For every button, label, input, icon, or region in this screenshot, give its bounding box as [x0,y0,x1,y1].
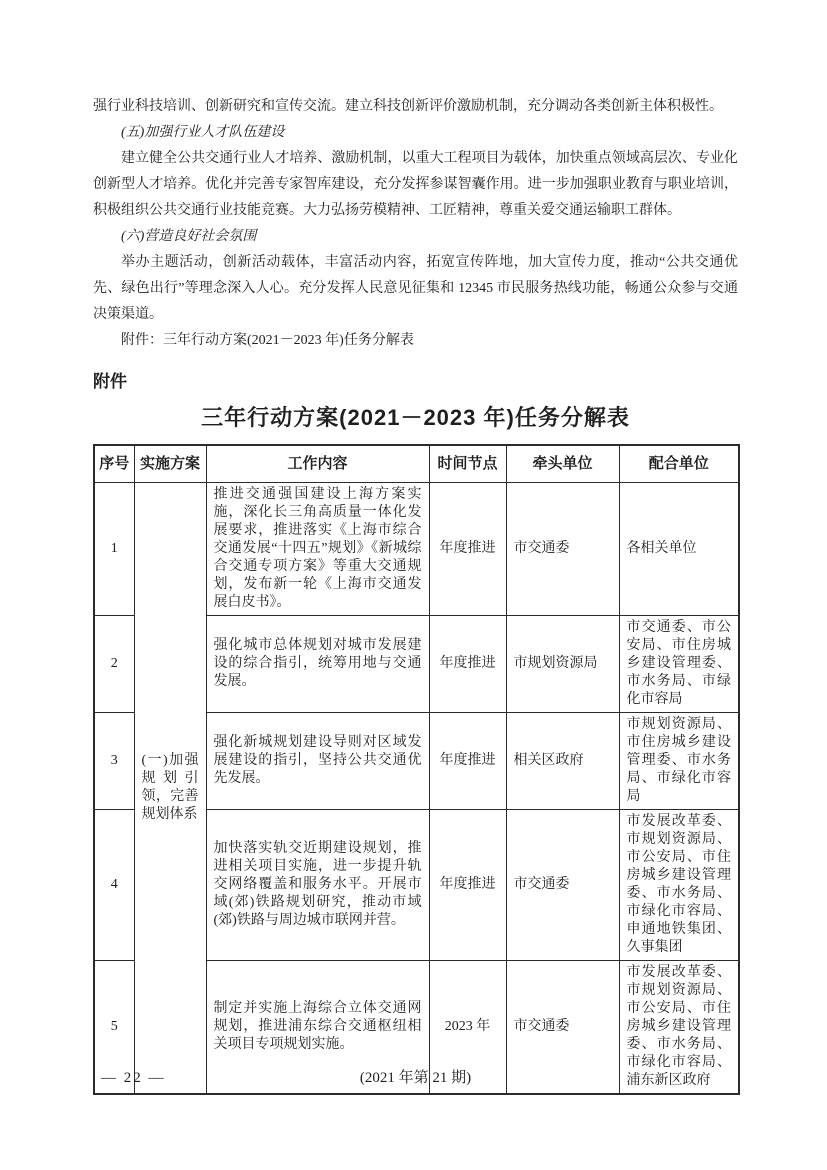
row-number-cell: 2 [94,616,134,713]
col-header-number: 序号 [94,445,134,483]
support-unit-cell: 各相关单位 [619,483,739,616]
lead-unit-cell: 市交通委 [506,961,619,1095]
work-content-cell: 制定并实施上海综合立体交通网规划，推进浦东综合交通枢纽相关项目专项规划实施。 [206,961,429,1095]
row-number-cell: 4 [94,810,134,961]
time-node-cell: 年度推进 [429,713,506,810]
row-number-cell: 5 [94,961,134,1095]
work-content-cell: 强化新城规划建设导则对区域发展建设的指引，坚持公共交通优先发展。 [206,713,429,810]
paragraph: 强行业科技培训、创新研究和宣传交流。建立科技创新评价激励机制，充分调动各类创新主体积极性。 [93,99,723,114]
page-number: — 22 — [101,1070,166,1086]
section-heading-6: (六)营造良好社会氛围 [121,229,257,244]
support-unit-cell: 市规划资源局、市住房城乡建设管理委、市水务局、市绿化市容局 [619,713,739,810]
time-node-cell: 年度推进 [429,616,506,713]
lead-unit-cell: 相关区政府 [506,713,619,810]
attachment-heading: 附件 [93,372,127,391]
section-heading-5: (五)加强行业人才队伍建设 [121,125,285,140]
lead-unit-cell: 市交通委 [506,483,619,616]
lead-unit-cell: 市规划资源局 [506,616,619,713]
lead-unit-cell: 市交通委 [506,810,619,961]
time-node-cell: 2023 年 [429,961,506,1095]
header-row [94,445,739,483]
table-title: 三年行动方案(2021－2023 年)任务分解表 [201,405,630,430]
time-node-cell: 年度推进 [429,810,506,961]
issue-label: (2021 年第 21 期) [359,1070,472,1086]
support-unit-cell: 市发展改革委、市规划资源局、市公安局、市住房城乡建设管理委、市水务局、市绿化市容局、申通地铁集团、久事集团 [619,810,739,961]
time-node-cell: 年度推进 [429,483,506,616]
paragraph: 举办主题活动，创新活动载体，丰富活动内容，拓宽宣传阵地，加大宣传力度，推动“公共交通优先、绿色出行”等理念深入人心。充分发挥人民意见征集和 12345 市民服务热线功能，畅通公众参与交通决策渠道。 [93,255,738,322]
col-header-support: 配合单位 [619,445,739,483]
task-breakdown-table [93,444,740,1095]
content-area [93,94,738,1095]
row-number-cell: 3 [94,713,134,810]
attachment-note: 附件：三年行动方案(2021－2023 年)任务分解表 [121,333,414,348]
row-number-cell: 1 [94,483,134,616]
support-unit-cell: 市交通委、市公安局、市住房城乡建设管理委、市水务局、市绿化市容局 [619,616,739,713]
plan-group-cell: (一)加强规划引领，完善规划体系 [134,483,206,1095]
table-row [94,483,739,616]
paragraph: 建立健全公共交通行业人才培养、激励机制，以重大工程项目为载体，加快重点领域高层次、专业化创新型人才培养。优化并完善专家智库建设，充分发挥参谋智囊作用。进一步加强职业教育与职业培训，积极组织公共交通行业技能竞赛。大力弘扬劳模精神、工匠精神，尊重关爱交通运输职工群体。 [93,151,738,218]
col-header-plan: 实施方案 [134,445,206,483]
col-header-lead: 牵头单位 [506,445,619,483]
work-content-cell: 推进交通强国建设上海方案实施，深化长三角高质量一体化发展要求，推进落实《上海市综合交通发展“十四五”规划》《新城综合交通专项方案》等重大交通规划，发布新一轮《上海市交通发展白皮书》。 [206,483,429,616]
work-content-cell: 强化城市总体规划对城市发展建设的综合指引，统筹用地与交通发展。 [206,616,429,713]
col-header-time: 时间节点 [429,445,506,483]
page-footer [93,1066,738,1090]
col-header-content: 工作内容 [206,445,429,483]
work-content-cell: 加快落实轨交近期建设规划，推进相关项目实施，进一步提升轨交网络覆盖和服务水平。开展市域(郊)铁路规划研究，推动市域(郊)铁路与周边城市联网并营。 [206,810,429,961]
support-unit-cell: 市发展改革委、市规划资源局、市公安局、市住房城乡建设管理委、市水务局、市绿化市容局、浦东新区政府 [619,961,739,1095]
